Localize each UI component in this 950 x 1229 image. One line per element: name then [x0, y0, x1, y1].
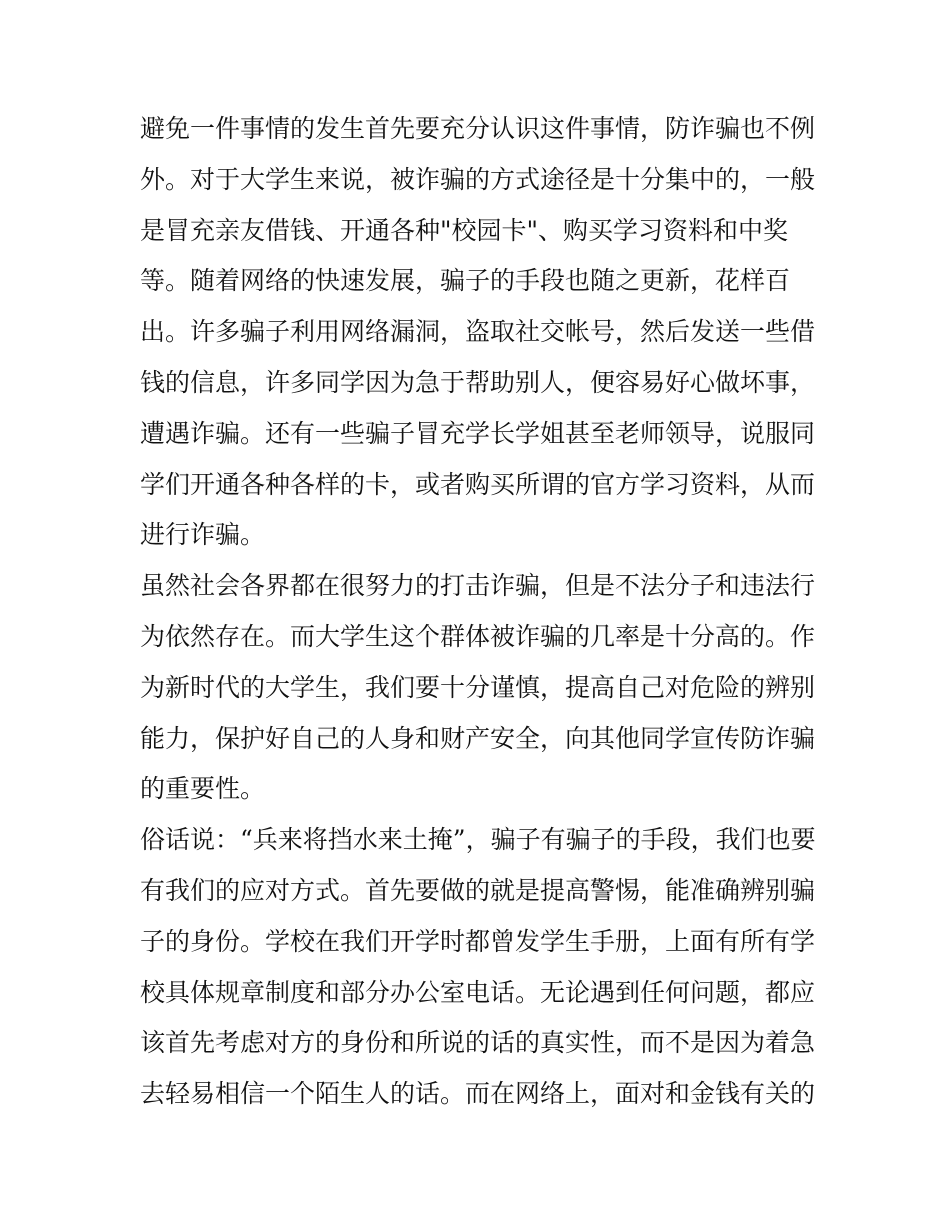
text-line: 进行诈骗。 [140, 520, 266, 550]
text-line: 为新时代的大学生，我们要十分谨慎，提高自己对危险的辨别 [140, 672, 816, 702]
text-line: 等。随着网络的快速发展，骗子的手段也随之更新，花样百 [140, 266, 791, 296]
text-line: 出。许多骗子利用网络漏洞，盗取社交帐号，然后发送一些借 [140, 317, 816, 347]
text-line: 子的身份。学校在我们开学时都曾发学生手册，上面有所有学 [140, 926, 816, 956]
paragraph-2 [140, 561, 820, 815]
text-line: 遭遇诈骗。还有一些骗子冒充学长学姐甚至老师领导，说服同 [140, 418, 816, 448]
text-line: 去轻易相信一个陌生人的话。而在网络上，面对和金钱有关的 [140, 1079, 816, 1109]
paragraph-1 [140, 104, 820, 561]
text-line: 能力，保护好自己的人身和财产安全，向其他同学宣传防诈骗 [140, 723, 816, 753]
text-line: 钱的信息，许多同学因为急于帮助别人，便容易好心做坏事， [140, 367, 816, 397]
text-line: 校具体规章制度和部分办公室电话。无论遇到任何问题，都应 [140, 977, 816, 1007]
document-body [140, 104, 820, 1120]
text-line: 该首先考虑对方的身份和所说的话的真实性，而不是因为着急 [140, 1028, 816, 1058]
text-line: 是冒充亲友借钱、开通各种"校园卡"、购买学习资料和中奖 [140, 215, 789, 245]
text-line: 虽然社会各界都在很努力的打击诈骗，但是不法分子和违法行 [140, 571, 816, 601]
text-line: 外。对于大学生来说，被诈骗的方式途径是十分集中的，一般 [140, 164, 816, 194]
text-line: 的重要性。 [140, 774, 266, 804]
text-line: 有我们的应对方式。首先要做的就是提高警惕，能准确辨别骗 [140, 875, 816, 905]
text-line: 学们开通各种各样的卡，或者购买所谓的官方学习资料，从而 [140, 469, 816, 499]
text-line: 俗话说：“兵来将挡水来土掩”，骗子有骗子的手段，我们也要 [140, 825, 816, 855]
paragraph-3 [140, 815, 820, 1120]
text-line: 为依然存在。而大学生这个群体被诈骗的几率是十分高的。作 [140, 621, 816, 651]
text-line: 避免一件事情的发生首先要充分认识这件事情，防诈骗也不例 [140, 114, 816, 143]
